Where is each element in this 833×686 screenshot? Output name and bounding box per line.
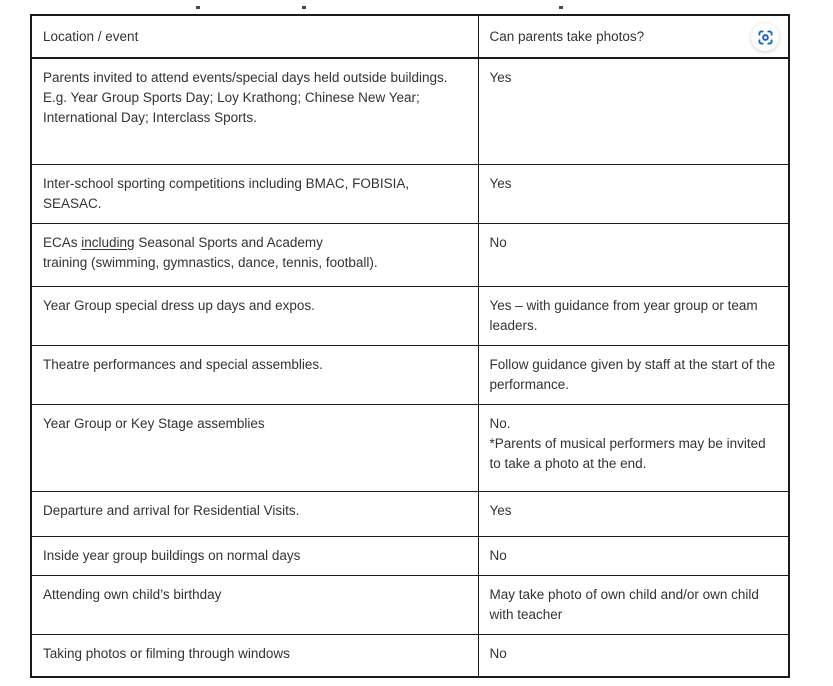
cell-location <box>31 491 478 536</box>
table-row <box>31 536 789 575</box>
table-row <box>31 634 789 677</box>
cell-location-text: Inter-school sporting competitions including BMAC, FOBISIA, SEASAC. <box>43 175 410 211</box>
cell-photos-text: No <box>489 234 507 250</box>
screenshot-capture-icon <box>756 28 775 47</box>
cell-photos <box>478 164 789 223</box>
cell-photos <box>478 536 789 575</box>
cell-photos-line2: *Parents of musical performers may be invited to take a photo at the end. <box>489 435 766 471</box>
cell-photos <box>478 575 789 634</box>
cell-location-text: Inside year group buildings on normal days <box>43 547 301 563</box>
table-row <box>31 404 789 491</box>
cell-location <box>31 58 478 164</box>
cell-photos-text: No <box>489 547 507 563</box>
table-row <box>31 164 789 223</box>
cell-location <box>31 575 478 634</box>
cell-location <box>31 634 478 677</box>
cell-photos <box>478 345 789 404</box>
cell-photos <box>478 491 789 536</box>
table-row <box>31 223 789 286</box>
cell-location <box>31 536 478 575</box>
cell-location-text: Year Group special dress up days and expos. <box>43 297 315 313</box>
cell-location-text: Attending own child’s birthday <box>43 586 222 602</box>
cell-location <box>31 164 478 223</box>
cell-photos-text: No <box>489 645 507 661</box>
table-row <box>31 491 789 536</box>
table-row <box>31 575 789 634</box>
cell-photos <box>478 634 789 677</box>
cell-location-text: Departure and arrival for Residential Visits. <box>43 502 300 518</box>
cell-photos-text: Yes <box>489 502 512 518</box>
column-header-location-label: Location / event <box>43 28 139 44</box>
cell-photos-text: May take photo of own child and/or own child with teacher <box>489 586 759 622</box>
cell-photos-line1: No. <box>489 415 511 431</box>
capture-button[interactable] <box>751 23 779 51</box>
table-row <box>31 58 789 164</box>
cropped-text-dot <box>559 6 563 9</box>
cell-location-text: Parents invited to attend events/special days held outside buildings. E.g. Year Group Sports Day; Loy Krathong; Chinese New Year; International Day; Interclass Sports. <box>43 70 448 125</box>
cell-location <box>31 404 478 491</box>
cell-location <box>31 223 478 286</box>
cell-location-text: Theatre performances and special assemblies. <box>43 356 323 372</box>
cell-photos <box>478 58 789 164</box>
cell-photos <box>478 404 789 491</box>
cell-location <box>31 286 478 345</box>
table-row <box>31 345 789 404</box>
cell-photos <box>478 223 789 286</box>
cell-photos <box>478 286 789 345</box>
cell-photos-text: Yes <box>489 175 512 191</box>
cell-photos-text: Yes <box>489 70 512 85</box>
photo-permissions-table <box>30 14 790 678</box>
header-row <box>31 15 789 58</box>
cell-location-text-line2: training (swimming, gymnastics, dance, tennis, football). <box>43 254 378 270</box>
cell-photos-text: Follow guidance given by staff at the start of the performance. <box>489 356 776 392</box>
column-header-location <box>31 15 478 58</box>
column-header-photos-label: Can parents take photos? <box>489 28 645 44</box>
cropped-text-dot <box>302 6 306 9</box>
cell-location-text: ECAs including Seasonal Sports and Academy <box>43 234 323 250</box>
cell-location-text: Taking photos or filming through windows <box>43 645 290 661</box>
cell-photos-text: Yes – with guidance from year group or team leaders. <box>489 297 758 333</box>
table-row <box>31 286 789 345</box>
cell-location <box>31 345 478 404</box>
cropped-text-dot <box>196 6 200 9</box>
underlined-word: including <box>81 234 135 250</box>
cell-location-text: Year Group or Key Stage assemblies <box>43 415 265 431</box>
column-header-photos <box>478 15 789 58</box>
